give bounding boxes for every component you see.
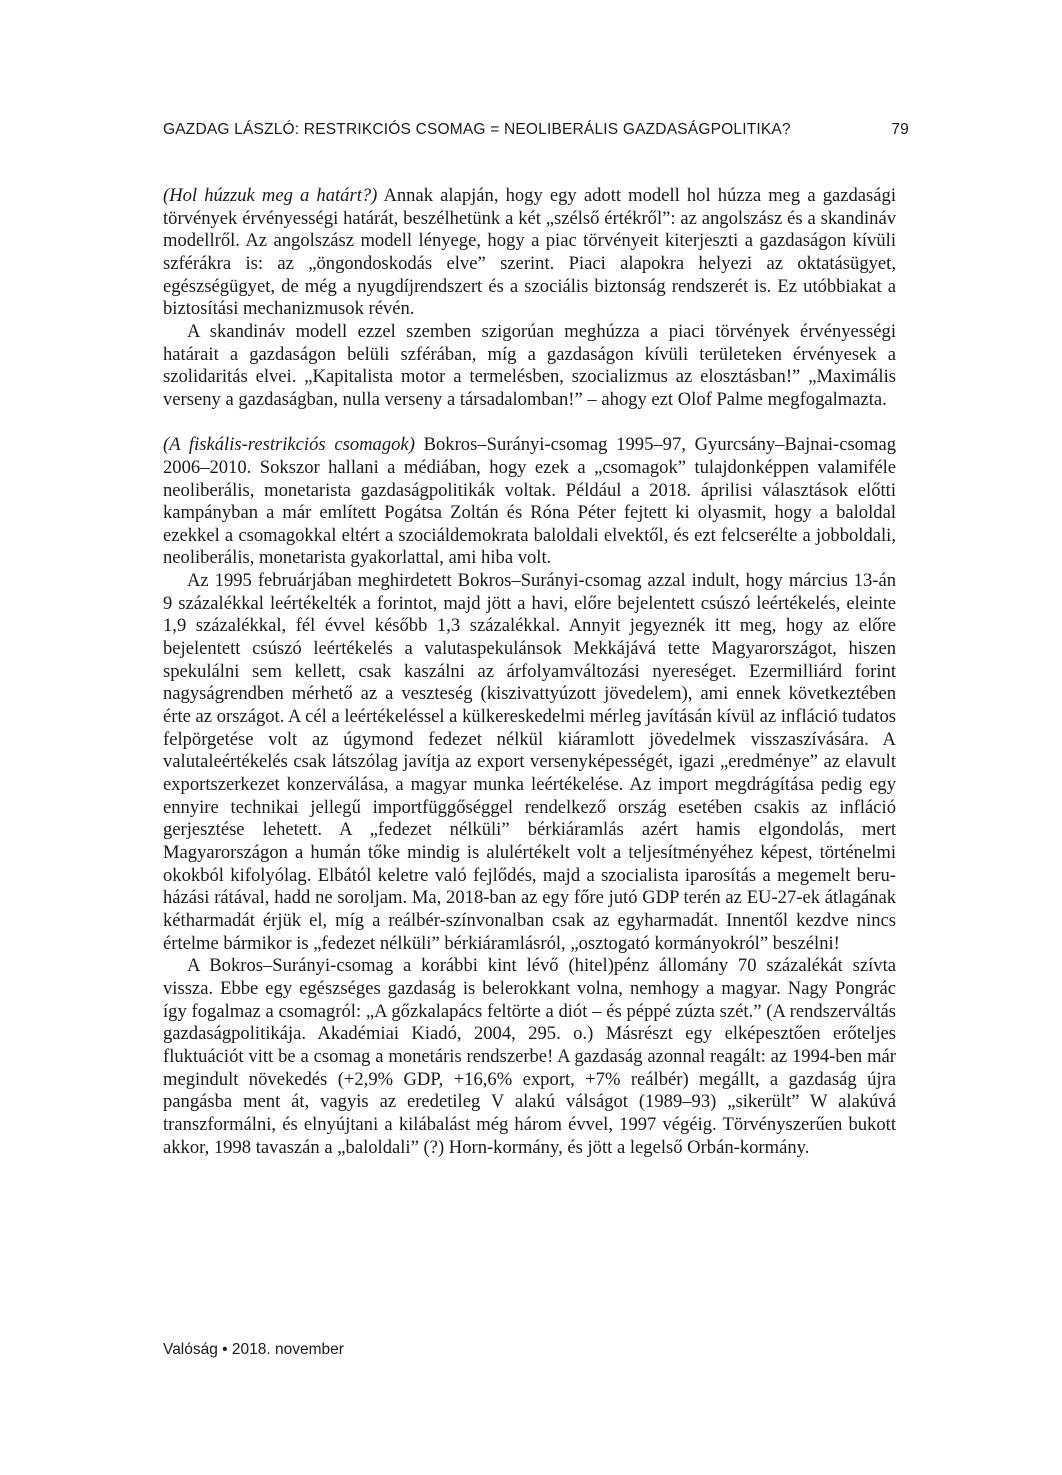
paragraph <box>163 570 896 955</box>
article-body <box>163 185 896 1159</box>
page-footer <box>163 1341 344 1359</box>
paragraph-text: A Bokros–Surányi-csomag a korábbi kint lévő (hitel)pénz állomány 70 százalékát szívta vissza. Ebbe egy egészséges gazdaság is belerokkant volna, nemhogy a magyar. Nagy Pongrác így fogalmaz a csomagról: „A gőzkalapács feltörte a diót – és péppé zúzta szét.” (A rendszerváltás gazdaságpolitikája. Akadémiai Kiadó, 2004, 295. o.) Másrészt egy elképesztően erőteljes fluktuációt vitt be a csomag a monetáris rendszerbe! A gazdaság azonnal reagált: az 1994-ben már megindult növekedés (+2,9% GDP, +16,6% export, +7% reálbér) megállt, a gazdaság újra pangásba ment át, vagyis az eredetileg V alakú válságot (1989–93) „sikerült” W alakúvá transzformálni, és elnyújtani a kilábalást még három évvel, 1997 végéig. Törvényszerűen bukott akkor, 1998 tavaszán a „baloldali” (?) Horn-kormány, és jött a legelső Orbán-kormány. <box>163 955 896 1158</box>
running-header <box>163 121 909 139</box>
paragraph-text: Bokros–Surányi-csomag 1995–97, Gyurcsány–Bajnai-csomag 2006–2010. Sokszor hallani a médiában, hogy ezek a „csomagok” tulajdonképpen valamiféle neoliberális, monetarista gazdaságpolitikák voltak. Például a 2018. áprilisi választások előtti kampányban a már említett Pogátsa Zoltán és Róna Péter fejtett ki olyasmit, hogy a baloldal ezekkel a csomagokkal eltért a szociáldemokrata baloldali elvektől, és ezt felcserélte a jobboldali, neoliberális, monetarista gyakorlattal, ami hiba volt. <box>163 434 896 569</box>
page-number: 79 <box>891 121 909 138</box>
section-heading: (A fiskális-restrikciós csomagok) <box>163 434 415 456</box>
running-title: GAZDAG LÁSZLÓ: RESTRIKCIÓS CSOMAG = NEOLIBERÁLIS GAZDASÁGPOLITIKA? <box>163 121 791 138</box>
paragraph-text: A skandináv modell ezzel szemben szigorúan meghúzza a piaci törvények érvényességi határait a gazdaságon belüli szférában, míg a gazdaságon kívüli területeken érvényesek a szolidaritás elvei. „Kapitalista motor a termelésben, szocializmus az elosztásban!” „Maximális verseny a gazdaságban, nulla verseny a társadalomban!” – ahogy ezt Olof Palme megfogalmazta. <box>163 320 896 410</box>
paragraph-text: Az 1995 februárjában meghirdetett Bokros–Surányi-csomag azzal indult, hogy március 13-án 9 százalékkal leértékelték a forintot, majd jött a havi, előre bejelentett csúszó leértékelés, eleinte 1,9 százalékkal, fél évvel később 1,3 százalékkal. Annyit jegyeznék itt meg, hogy az előre bejelentett csúszó leértékelés a valutaspekulánsok Mekkájává tette Magyarországot, hiszen spekulálni sem kellett, csak kaszálni az árfolyamváltozási nyereséget. Ezermilliárd forint nagyságrendben mérhető az a veszteség (kiszivattyúzott jövedelem), ami ennek következtében érte az országot. A cél a leértékeléssel a külkereskedelmi mérleg javításán kívül az infláció tudatos felpörgetése volt az úgymond fedezet nélkül kiáramlott jövedelmek visszaszívására. A valutaleértékelés csak látszólag javítja az export versenyképességét, igazi „eredménye” az elavult exportszerkezet konzerválása, a magyar munka leértékelése. Az import megdrágítása pedig egy ennyire technikai jellegű importfüggőséggel rendelkező ország esetében csakis az infláció gerjesztése lehetett. A „fedezet nélküli” bérkiáramlás azért hamis elgondolás, mert Magyarországon a humán tőke mindig is alulértékelt volt a teljesítményéhez képest, történelmi okokból kifolyólag. Elbától keletre való fejlődés, majd a szocialista iparosítás a megemelt beruházási rátával, hadd ne soroljam. Ma, 2018-ban az egy főre jutó GDP terén az EU-27-ek átlagának kétharmadát érjük el, míg a reálbér-színvonalban csak az egyharmadát. Innentől kezdve nincs értelme bármikor is „fedezet nélküli” bérkiáramlásról, „osztogató kormányokról” beszélni! <box>163 570 896 954</box>
paragraph <box>163 434 896 570</box>
footer-text: Valóság • 2018. november <box>163 1341 344 1358</box>
section-heading: (Hol húzzuk meg a határt?) <box>163 185 378 206</box>
paragraph <box>163 185 896 321</box>
paragraph <box>163 321 896 412</box>
paragraph-text: Annak alapján, hogy egy adott modell hol húzza meg a gazdasági törvények érvényességi határát, beszélhetünk a két „szélső értékről”: az angolszász és a skandináv modellről. Az angolszász modell lényege, hogy a piac törvényeit kiterjeszti a gazdaságon kívüli szférákra is: az „öngondoskodás elve” szerint. Piaci alapokra helyezi az oktatásügyet, egészségügyet, de még a nyugdíjrendszert és a szociális biztonság rendszerét is. Ez utóbbiakat a biztosítási mechanizmusok révén. <box>163 185 897 320</box>
paragraph <box>163 955 896 1159</box>
